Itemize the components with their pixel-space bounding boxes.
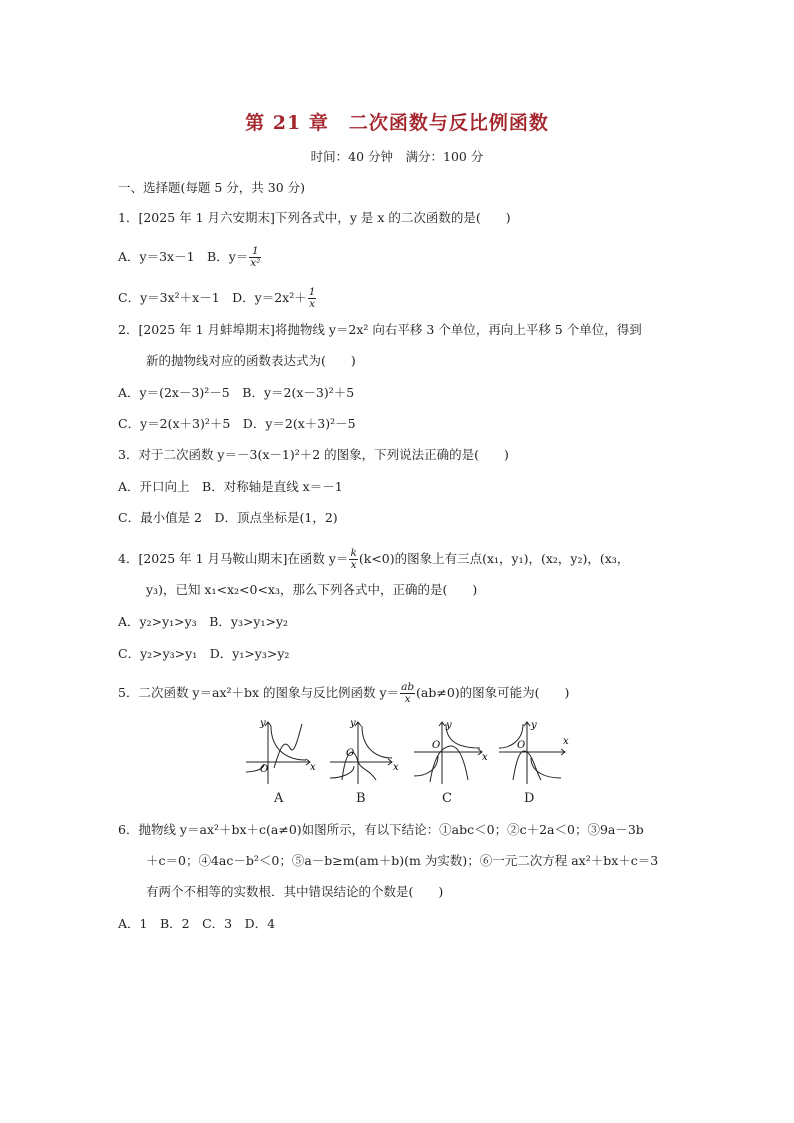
- q6-options: A．1 B．2 C．3 D．4: [118, 916, 276, 931]
- q3-options-cd: C．最小值是 2 D．顶点坐标是(1，2): [118, 510, 338, 525]
- exam-info: 时间：40 分钟 满分：100 分: [310, 149, 484, 164]
- q4-stem-line1: [118, 548, 629, 571]
- q5-graph-c-origin: O: [432, 740, 441, 751]
- q5-stem: [118, 682, 569, 705]
- q4-fraction-num: k: [350, 547, 357, 559]
- q6-stem-line3: 有两个不相等的实数根．其中错误结论的个数是( ): [146, 884, 444, 899]
- q4-fraction-den: x: [350, 559, 357, 571]
- q4-stem-post: (k<0)的图象上有三点(x₁，y₁)，(x₂，y₂)，(x₃，: [358, 551, 630, 566]
- q5-fraction-num: ab: [401, 681, 415, 693]
- q1-fraction-b: [249, 246, 261, 269]
- q5-graph-b: [326, 718, 401, 788]
- q5-graph-b-origin: O: [346, 748, 355, 759]
- q5-graph-d: [495, 718, 570, 788]
- q5-graph-b-ylabel: y: [350, 718, 356, 729]
- q3-stem: 3．对于二次函数 y＝－3(x－1)²＋2 的图象，下列说法正确的是( ): [118, 447, 509, 462]
- q5-caption-b: B: [356, 791, 366, 806]
- q5-graph-a-ylabel: y: [260, 718, 266, 729]
- q1-stem: 1．[2025 年 1 月六安期末]下列各式中，y 是 x 的二次函数的是( ): [118, 210, 511, 225]
- q1-options-ab: [118, 246, 262, 269]
- q5-fraction: [400, 682, 415, 705]
- q5-graph-c: [410, 718, 490, 788]
- q5-graph-d-ylabel: y: [531, 720, 537, 731]
- q3-options-ab: A．开口向上 B．对称轴是直线 x＝－1: [118, 479, 343, 494]
- q1-fraction-b-num: 1: [249, 246, 261, 258]
- q1-fraction-d: [308, 287, 317, 310]
- q2-stem-line1: 2．[2025 年 1 月蚌埠期末]将抛物线 y＝2x² 向右平移 3 个单位，再向上平移 5 个单位，得到: [118, 322, 642, 337]
- q1-fraction-d-den: x: [309, 298, 316, 310]
- q6-stem-line2: ＋c＝0；④4ac－b²＜0；⑤a－b≥m(am＋b)(m 为实数)；⑥一元二次方程 ax²＋bx＋c＝3: [146, 853, 659, 868]
- q5-caption-c: C: [442, 791, 452, 806]
- q4-options-cd: C．y₂>y₃>y₁ D．y₁>y₃>y₂: [118, 646, 290, 661]
- q4-options-ab: A．y₂>y₁>y₃ B．y₃>y₁>y₂: [118, 614, 289, 629]
- page-title: 第 21 章 二次函数与反比例函数: [245, 112, 549, 134]
- q5-stem-post: (ab≠0)的图象可能为( ): [416, 685, 570, 700]
- q5-caption-d: D: [524, 791, 535, 806]
- q5-fraction-den: x: [404, 693, 411, 705]
- q1-options-ab-text: A．y＝3x－1 B．y＝: [118, 249, 249, 264]
- q5-graph-a-xlabel: x: [310, 762, 316, 773]
- q1-fraction-b-den: x²: [250, 257, 261, 269]
- q1-fraction-d-num: 1: [308, 286, 316, 298]
- q5-caption-a: A: [274, 791, 284, 806]
- q4-stem-pre: 4．[2025 年 1 月马鞍山期末]在函数 y＝: [118, 551, 349, 566]
- q5-graph-b-xlabel: x: [393, 762, 399, 773]
- q6-stem-line1: 6．抛物线 y＝ax²＋bx＋c(a≠0)如图所示，有以下结论：①abc＜0；②c＋2a＜0；③9a－3b: [118, 822, 644, 837]
- q5-graph-options: [240, 718, 570, 810]
- q5-graph-d-origin: O: [517, 740, 526, 751]
- q1-options-cd: [118, 287, 317, 310]
- q5-graph-c-ylabel: y: [446, 720, 452, 731]
- q5-graph-c-xlabel: x: [482, 752, 488, 763]
- q2-options-ab: A．y＝(2x－3)²－5 B．y＝2(x－3)²＋5: [118, 385, 355, 400]
- q5-graph-d-xlabel: x: [563, 736, 569, 747]
- section-heading: 一、选择题(每题 5 分，共 30 分): [118, 180, 306, 195]
- q1-options-cd-text: C．y＝3x²＋x－1 D．y＝2x²＋: [118, 290, 307, 305]
- q2-options-cd: C．y＝2(x＋3)²＋5 D．y＝2(x＋3)²－5: [118, 416, 356, 431]
- q5-graph-a-origin: O: [260, 764, 269, 775]
- q4-stem-line2: y₃)，已知 x₁<x₂<0<x₃，那么下列各式中，正确的是( ): [146, 582, 478, 597]
- q4-fraction: [349, 548, 357, 571]
- q5-graph-a: [240, 718, 315, 788]
- q5-stem-pre: 5．二次函数 y＝ax²＋bx 的图象与反比例函数 y＝: [118, 685, 400, 700]
- q2-stem-line2: 新的抛物线对应的函数表达式为( ): [146, 353, 356, 368]
